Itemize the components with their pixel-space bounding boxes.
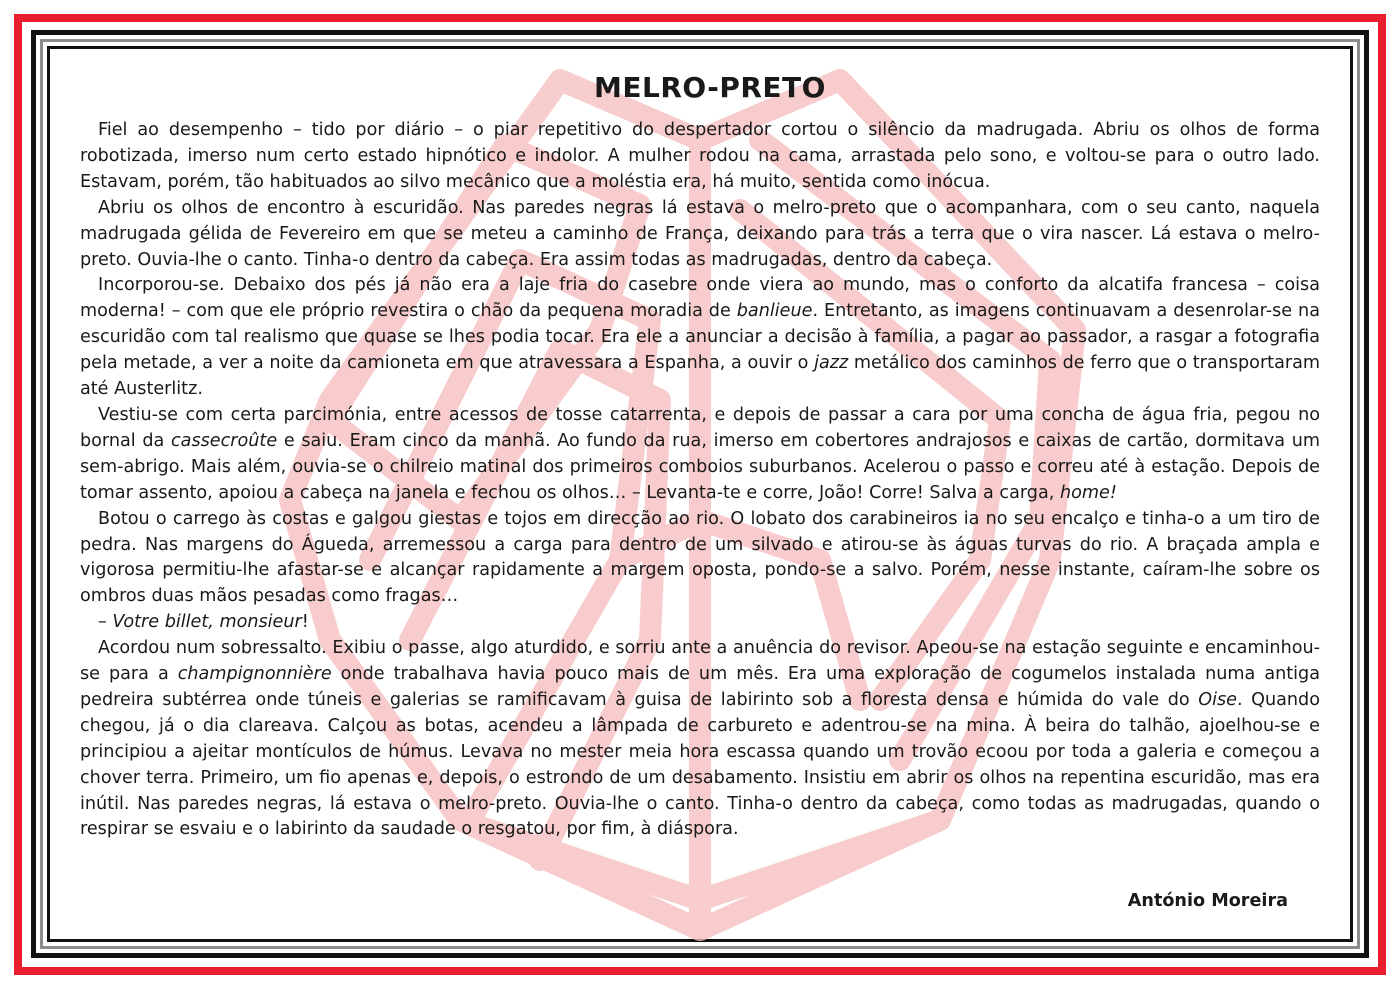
article — [80, 66, 1320, 843]
author-signature: António Moreira — [1127, 891, 1288, 911]
paragraph-3: Incorporou-se. Debaixo dos pés já não era a laje fria do casebre onde viera ao mundo, mas o conforto da alcatifa francesa – coisa moderna! – com que ele próprio revestira o chão da pequena moradia de banlieue. Entretanto, as imagens continuavam a desenrolar-se na escuridão com tal realismo que quase se lhes podia tocar. Era ele a anunciar a decisão à família, a pagar ao passador, a rasgar a fotografia pela metade, a ver a noite da camioneta em que atravessara a Espanha, a ouvir o jazz metálico dos caminhos de ferro que o transportaram até Austerlitz. — [80, 275, 1321, 400]
article-title: MELRO-PRETO — [594, 71, 826, 104]
paragraph-1: Fiel ao desempenho – tido por diário – o piar repetitivo do despertador cortou o silêncio da madrugada. Abriu os olhos de forma robotizada, imerso num certo estado hipnótico e indolor. A mulher rodou na cama, arrastada pelo sono, e voltou-se para o outro lado. Estavam, porém, tão habituados ao silvo mecânico que a moléstia era, há muito, sentida como inócua. — [80, 120, 1320, 192]
paragraph-4: Vestiu-se com certa parcimónia, entre acessos de tosse catarrenta, e depois de passar a cara por uma concha de água fria, pegou no bornal da cassecroûte e saiu. Eram cinco da manhã. Ao fundo da rua, imerso em cobertores andrajosos e caixas de cartão, dormitava um sem-abrigo. Mais além, ouvia-se o chilreio matinal dos primeiros comboios suburbanos. Acelerou o passo e correu até à estação. Depois de tomar assento, apoiou a cabeça na janela e fechou os olhos… – Levanta-te e corre, João! Corre! Salva a carga, home! — [80, 404, 1320, 503]
paragraph-6-dialogue: – Votre billet, monsieur! — [98, 612, 309, 633]
paragraph-5: Botou o carrego às costas e galgou giestas e tojos em direcção ao rio. O lobato dos carabineiros ia no seu encalço e tinha-o a um tiro de pedra. Nas margens do Águeda, arremessou a carga para dentro de um silvado e atirou-se às águas turvas do rio. A braçada ampla e vigorosa permitiu-lhe afastar-se e alcançar rapidamente a margem oposta, pondo-se a salvo. Porém, nesse instante, caíram-lhe sobre os ombros duas mãos pesadas como fragas… — [80, 508, 1320, 607]
paragraph-7: Acordou num sobressalto. Exibiu o passe, algo aturdido, e sorriu ante a anuência do revisor. Apeou-se na estação seguinte e encaminhou-se para a champignonnière onde trabalhava havia pouco mais de um mês. Era uma exploração de cogumelos instalada numa antiga pedreira subtérrea onde túneis e galerias se ramificavam à guisa de labirinto sob a floresta densa e húmida do vale do Oise. Quando chegou, já o dia clareava. Calçou as botas, acendeu a lâmpada de carbureto e adentrou-se na mina. À beira do talhão, ajoelhou-se e principiou a ajeitar montículos de húmus. Levava no mester meia hora escassa quando um trovão ecoou por toda a galeria e começou a chover terra. Primeiro, um fio apenas e, depois, o estrondo de um desabamento. Insistiu em abrir os olhos na repentina escuridão, mas era inútil. Nas paredes negras, lá estava o melro-preto. Ouvia-lhe o canto. Tinha-o dentro da cabeça, como todas as madrugadas, quando o respirar se esvaiu e o labirinto da saudade o resgatou, por fim, à diáspora. — [80, 638, 1320, 840]
paragraph-2: Abriu os olhos de encontro à escuridão. Nas paredes negras lá estava o melro-preto que o acompanhara, com o seu canto, naquela madrugada gélida de Fevereiro em que se meteu a caminho de França, deixando para trás a terra que o vira nascer. Lá estava o melro-preto. Ouvia-lhe o canto. Tinha-o dentro da cabeça. Era assim todas as madrugadas, dentro da cabeça. — [80, 197, 1320, 270]
